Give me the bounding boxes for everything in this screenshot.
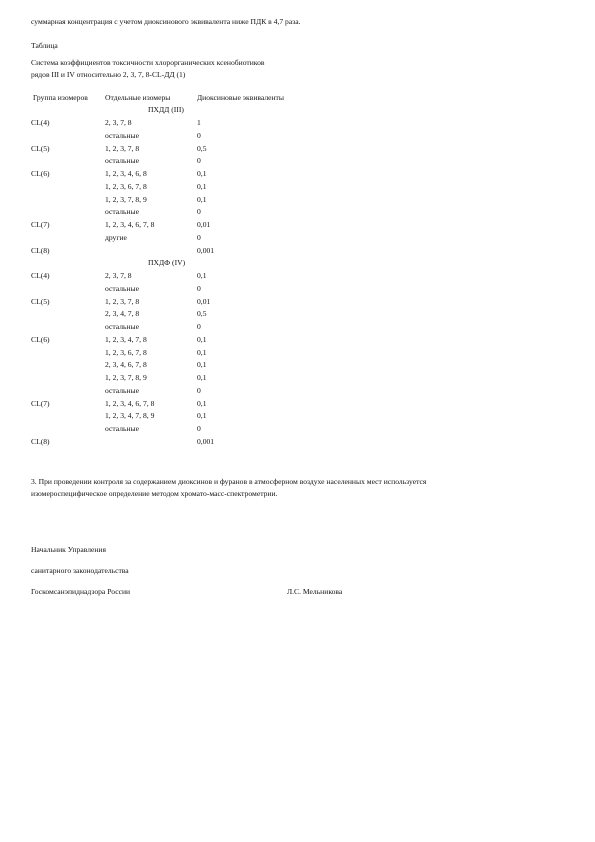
- row-value: 0,1: [197, 334, 207, 344]
- row-value: 0,1: [197, 373, 207, 382]
- row-group: CL(7): [31, 220, 50, 229]
- note-line-1: 3. При проведении контроля за содержанием диоксинов и фуранов в атмосферном воздухе населенных мест используется: [31, 477, 427, 486]
- row-value: 0,1: [197, 271, 207, 280]
- row-value: 0,001: [197, 436, 215, 446]
- row-isomer: другие: [105, 232, 127, 242]
- row-value: 0,1: [197, 347, 207, 357]
- row-value: 0,1: [197, 360, 207, 370]
- row-isomer: 1, 2, 3, 4, 7, 8, 9: [105, 411, 155, 421]
- table-label: Таблица: [31, 41, 58, 50]
- row-isomer: 1, 2, 3, 4, 6, 7, 8: [105, 220, 155, 229]
- row-value: 0: [197, 232, 201, 242]
- signature-title-2: санитарного законодательства: [31, 566, 129, 575]
- row-value: 0: [197, 207, 201, 217]
- row-isomer: 1, 2, 3, 6, 7, 8: [105, 181, 147, 191]
- row-value: 0: [197, 385, 201, 395]
- row-value: 1: [197, 118, 201, 127]
- row-isomer: 2, 3, 4, 6, 7, 8: [105, 360, 147, 370]
- header-isomers: Отдельные изомеры: [105, 93, 171, 102]
- signature-name: Л.С. Мельникова: [287, 587, 343, 596]
- row-isomer: 1, 2, 3, 7, 8: [105, 143, 140, 153]
- row-value: 0,001: [197, 245, 215, 255]
- row-value: 0,1: [197, 181, 207, 191]
- row-value: 0: [197, 130, 201, 140]
- header-group: Группа изомеров: [33, 93, 88, 102]
- row-isomer: остальные: [105, 130, 139, 140]
- row-value: 0: [197, 283, 201, 293]
- row-group: CL(8): [31, 245, 50, 255]
- row-group: CL(6): [31, 169, 50, 178]
- row-isomer: 1, 2, 3, 7, 8, 9: [105, 373, 147, 382]
- section-pcdf: ПХДФ (IV): [148, 258, 186, 267]
- row-group: CL(7): [31, 398, 50, 408]
- row-isomer: 2, 3, 4, 7, 8: [105, 309, 140, 319]
- row-value: 0,5: [197, 309, 207, 319]
- row-isomer: 2, 3, 7, 8: [105, 271, 132, 280]
- row-group: CL(6): [31, 334, 50, 344]
- row-value: 0,1: [197, 411, 207, 421]
- row-value: 0,1: [197, 194, 207, 204]
- table-caption-line-2: рядов III и IV относительно 2, 3, 7, 8-CL-ДД (1): [31, 70, 186, 79]
- row-isomer: 1, 2, 3, 4, 6, 8: [105, 169, 147, 178]
- row-isomer: остальные: [105, 424, 139, 433]
- table-caption-line-1: Система коэффициентов токсичности хлорорганических ксенобиотиков: [31, 58, 265, 67]
- row-value: 0,5: [197, 143, 207, 153]
- row-value: 0: [197, 424, 201, 433]
- row-value: 0,01: [197, 296, 211, 306]
- header-equivalents: Диоксиновые эквиваленты: [197, 93, 284, 102]
- row-isomer: 2, 3, 7, 8: [105, 118, 132, 127]
- row-isomer: 1, 2, 3, 7, 8, 9: [105, 194, 147, 204]
- row-isomer: 1, 2, 3, 7, 8: [105, 296, 140, 306]
- section-pcdd: ПХДД (III): [148, 105, 184, 114]
- row-value: 0,01: [197, 220, 211, 229]
- row-group: CL(5): [31, 143, 50, 153]
- signature-title-3: Госкомсанэпиднадзора России: [31, 587, 131, 596]
- row-value: 0: [197, 322, 201, 331]
- row-isomer: 1, 2, 3, 4, 6, 7, 8: [105, 398, 155, 408]
- row-group: CL(8): [31, 436, 50, 446]
- signature-title-1: Начальник Управления: [31, 545, 106, 554]
- intro-line: суммарная концентрация с учетом диоксинового эквивалента ниже ПДК в 4,7 раза.: [31, 17, 301, 26]
- note-line-2: изомероспецифическое определение методом хромато-масс-спектрометрии.: [31, 489, 278, 498]
- row-isomer: 1, 2, 3, 4, 7, 8: [105, 334, 147, 344]
- row-isomer: остальные: [105, 156, 139, 166]
- row-isomer: остальные: [105, 385, 139, 395]
- row-value: 0,1: [197, 169, 207, 178]
- row-value: 0,1: [197, 398, 207, 408]
- row-isomer: остальные: [105, 207, 139, 217]
- row-group: CL(4): [31, 271, 50, 280]
- row-isomer: 1, 2, 3, 6, 7, 8: [105, 347, 147, 357]
- row-value: 0: [197, 156, 201, 166]
- row-group: CL(4): [31, 118, 50, 127]
- row-group: CL(5): [31, 296, 50, 306]
- row-isomer: остальные: [105, 322, 139, 331]
- row-isomer: остальные: [105, 283, 139, 293]
